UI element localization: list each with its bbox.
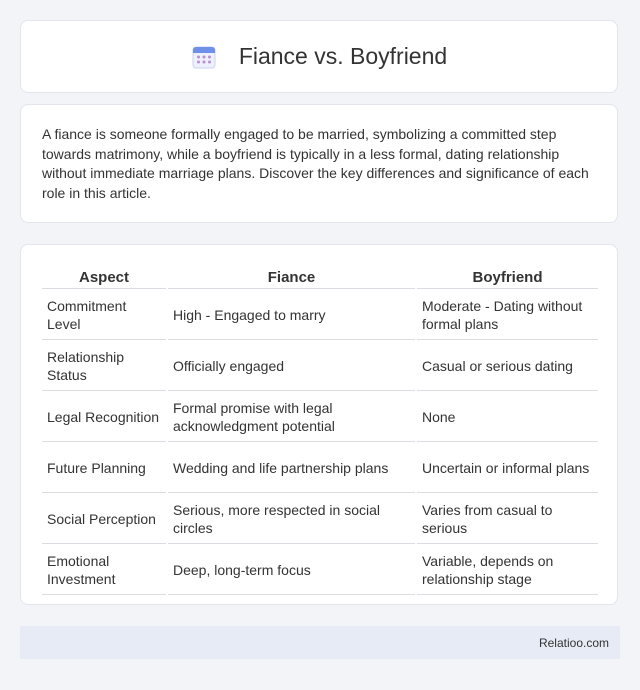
table-row	[42, 393, 598, 442]
intro-card	[20, 104, 618, 223]
table-cell-boyfriend: Moderate - Dating without formal plans	[417, 291, 598, 340]
column-header-boyfriend: Boyfriend	[417, 267, 598, 289]
table-cell-fiance: Officially engaged	[168, 342, 415, 391]
table-cell-aspect: Social Perception	[42, 495, 166, 544]
table-cell-aspect: Commitment Level	[42, 291, 166, 340]
table-cell-fiance: High - Engaged to marry	[168, 291, 415, 340]
intro-text: A fiance is someone formally engaged to be married, symbolizing a committed step towards matrimony, while a boyfriend is typically in a less formal, dating relationship without immediate marriage plans. Discover the key differences and significance of each role in this article.	[42, 126, 589, 201]
column-header-fiance: Fiance	[168, 267, 415, 289]
table-cell-boyfriend: Uncertain or informal plans	[417, 444, 598, 493]
column-header-aspect: Aspect	[42, 267, 166, 289]
table-cell-boyfriend: Varies from casual to serious	[417, 495, 598, 544]
footer-site-name: Relatioo.com	[538, 635, 609, 650]
comparison-card	[20, 244, 618, 605]
footer-bar	[20, 626, 620, 659]
table-cell-aspect: Future Planning	[42, 444, 166, 493]
table-cell-boyfriend: Casual or serious dating	[417, 342, 598, 391]
table-cell-fiance: Deep, long-term focus	[168, 546, 415, 595]
comparison-table	[40, 265, 600, 597]
table-row	[42, 342, 598, 391]
table-cell-aspect: Legal Recognition	[42, 393, 166, 442]
page-title: Fiance vs. Boyfriend	[238, 43, 448, 69]
table-header-row	[42, 267, 598, 289]
header-card	[20, 20, 618, 93]
table-cell-fiance: Formal promise with legal acknowledgment potential	[168, 393, 415, 442]
table-cell-boyfriend: None	[417, 393, 598, 442]
table-cell-aspect: Emotional Investment	[42, 546, 166, 595]
calendar-icon	[191, 44, 217, 70]
table-row	[42, 546, 598, 595]
table-cell-fiance: Serious, more respected in social circles	[168, 495, 415, 544]
table-cell-fiance: Wedding and life partnership plans	[168, 444, 415, 493]
table-cell-boyfriend: Variable, depends on relationship stage	[417, 546, 598, 595]
table-cell-aspect: Relationship Status	[42, 342, 166, 391]
table-row	[42, 495, 598, 544]
table-row	[42, 291, 598, 340]
table-row	[42, 444, 598, 493]
